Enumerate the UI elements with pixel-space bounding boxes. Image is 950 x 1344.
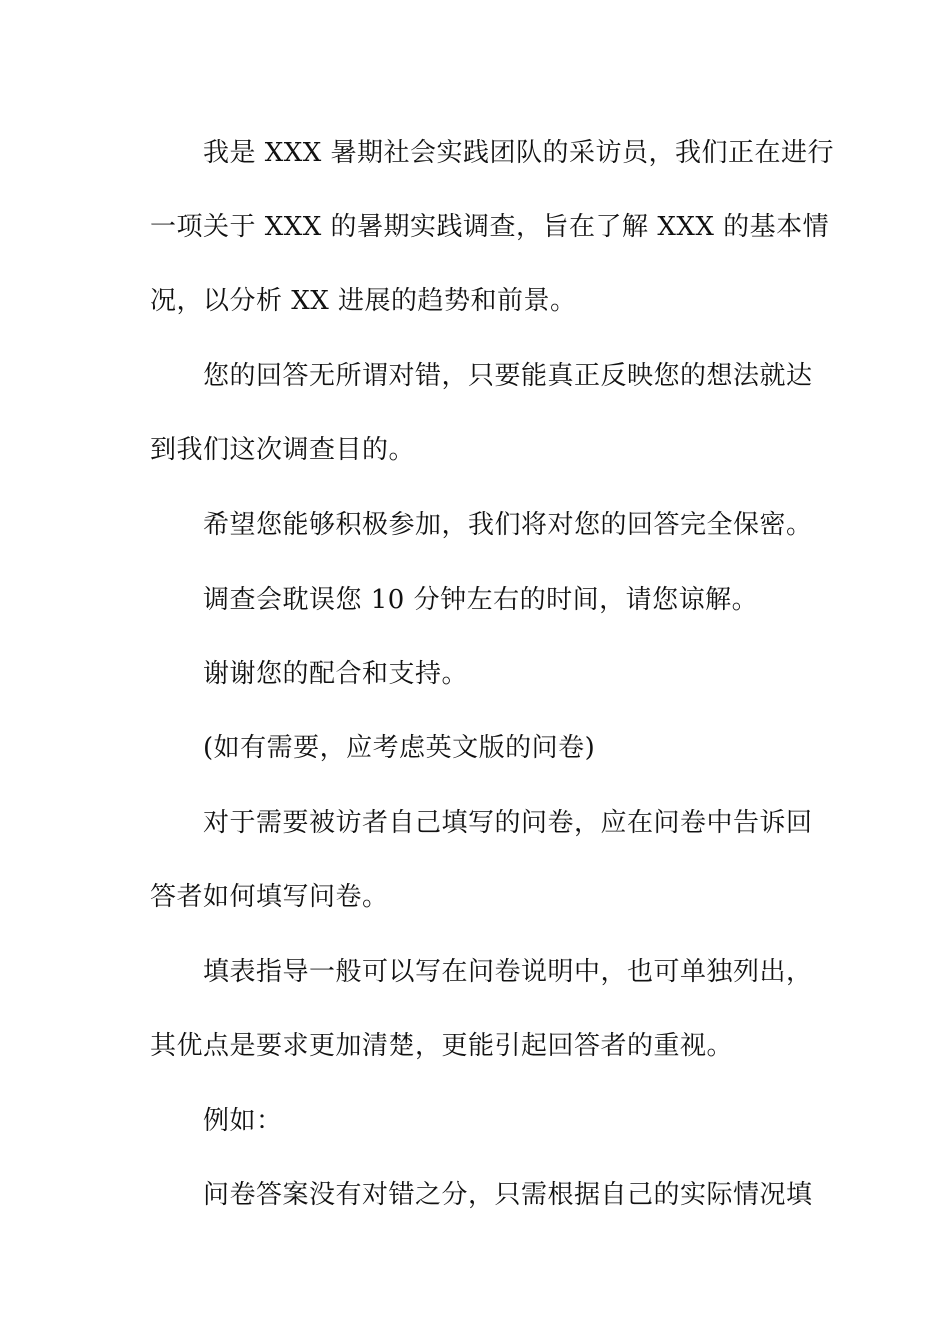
paragraph-line: 答者如何填写问卷。 [150, 882, 389, 912]
paragraph-line: 希望您能够积极参加，我们将对您的回答完全保密。 [203, 510, 813, 540]
paragraph-line: 调查会耽误您 10 分钟左右的时间，请您谅解。 [203, 585, 759, 615]
paragraph-line: 填表指导一般可以写在问卷说明中，也可单独列出， [203, 957, 813, 987]
paragraph-line: 例如： [203, 1106, 283, 1136]
paragraph-line: 其优点是要求更加清楚，更能引起回答者的重视。 [150, 1031, 734, 1061]
paragraph-line: 到我们这次调查目的。 [150, 435, 416, 465]
paragraph-line: 您的回答无所谓对错，只要能真正反映您的想法就达 [203, 361, 813, 391]
paragraph-line: 况，以分析 XX 进展的趋势和前景。 [150, 286, 577, 316]
paragraph-line: 我是 XXX 暑期社会实践团队的采访员，我们正在进行 [203, 138, 835, 168]
paragraph-line: 一项关于 XXX 的暑期实践调查，旨在了解 XXX 的基本情 [150, 212, 830, 242]
paragraph-line: 谢谢您的配合和支持。 [203, 659, 469, 689]
paragraph-line: 问卷答案没有对错之分，只需根据自己的实际情况填 [203, 1180, 813, 1210]
paragraph-line: 对于需要被访者自己填写的问卷，应在问卷中告诉回 [203, 808, 813, 838]
paragraph-line: (如有需要，应考虑英文版的问卷) [203, 733, 596, 763]
